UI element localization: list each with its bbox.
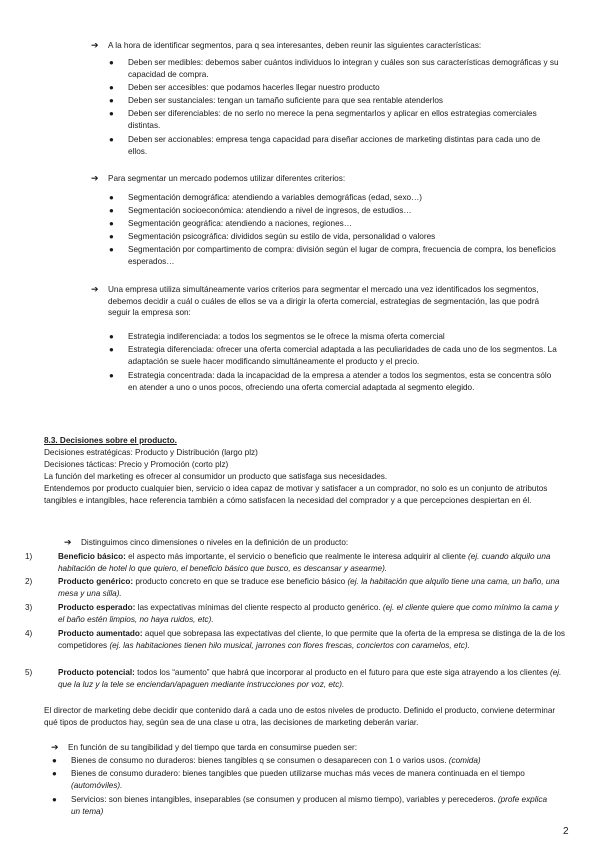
bullet-icon: ●: [109, 345, 114, 354]
tactical-decisions-line: Decisiones tácticas: Precio y Promoción (corto plz): [44, 460, 229, 469]
list-item: 4) Producto aumentado: aquel que sobrepasa las expectativas del cliente, lo que permite que la oferta de la empresa se distinga de la de los competidores (ej. las habitaciones tienen hilo musical, jarrones con flores frescas, conciertos con caramelos, etc).: [25, 629, 565, 650]
list-item: ● Estrategia indiferenciada: a todos los segmentos se le ofrece la misma oferta comercial: [109, 332, 445, 341]
list-item: 5) Producto potencial: todos los “aumento” que habrá que incorporar al producto en el futuro para que este siga atrayendo a los clientes (ej. que la luz y la tele se enciendan/apaguen mediante instrucciones por voz, etc).: [25, 668, 562, 689]
list-item: ● Deben ser sustanciales: tengan un tamaño suficiente para que sea rentable atenderlos: [109, 96, 443, 105]
list-item: 1) Beneficio básico: el aspecto más importante, el servicio o beneficio que realmente le interesa adquirir al cliente (ej. cuando alquilo una habitación de hotel lo que quiero, el beneficio básico que busco, es descansar y asearme).: [25, 552, 551, 573]
marketing-director-paragraph: El director de marketing debe decidir que contenido dará a cada uno de estos niveles de producto. Definido el producto, conviene determinar qué tipos de productos hay, según sea de una clase u otra, las decisiones de marketing deberán variar.: [44, 706, 556, 727]
tangibility-intro: ➔ En función de su tangibilidad y del tiempo que tarda en consumirse pueden ser:: [51, 742, 358, 752]
list-item: ● Deben ser accesibles: que podamos hacerles llegar nuestro producto: [109, 83, 380, 92]
bullet-icon: ●: [52, 756, 57, 765]
arrow-bullet-icon: ➔: [51, 742, 59, 752]
bullet-icon: ●: [109, 371, 114, 380]
bullet-icon: ●: [109, 232, 114, 241]
segmentation-criteria-intro: ➔ Para segmentar un mercado podemos utilizar diferentes criterios:: [91, 173, 346, 183]
bullet-icon: ●: [109, 332, 114, 341]
list-item: ● Segmentación por compartimento de compra: división según el lugar de compra, frecuencia de compra, los beneficios esperados…: [109, 245, 556, 266]
product-definition-paragraph: Entendemos por producto cualquier bien, servicio o idea capaz de motivar y satisfacer a un comprador, no solo es un conjunto de atributos tangibles e intangibles, hace referencia también a cómo satisfacen la necesidad del comprador y a que percepciones despiertan en él.: [44, 484, 548, 505]
list-item: ● Segmentación socioeconómica: atendiendo a nivel de ingresos, de estudios…: [109, 206, 412, 215]
strategic-decisions-line: Decisiones estratégicas: Producto y Distribución (largo plz): [44, 448, 258, 457]
list-item: ● Deben ser accionables: empresa tenga capacidad para diseñar acciones de marketing distintas para cada uno de ellos.: [109, 135, 541, 156]
segmentation-strategies-intro: ➔ Una empresa utiliza simultáneamente varios criterios para segmentar el mercado una vez identificados los segmentos, debemos decidir a cuál o cuáles de ellos se va a dirigir la oferta comercial, estrategias de segmentación, las que podrá seguir la empresa son:: [91, 284, 539, 318]
list-item: ● Deben ser diferenciables: de no serlo no merece la pena segmentarlos y aplicar en ellos estrategias comerciales distintas.: [109, 109, 537, 130]
arrow-bullet-icon: ➔: [91, 173, 99, 183]
product-levels-intro: ➔ Distinguimos cinco dimensiones o niveles en la definición de un producto:: [64, 537, 349, 547]
list-item: ● Segmentación psicográfica: divididos según su estilo de vida, personalidad o valores: [109, 232, 436, 241]
page-number: 2: [563, 826, 569, 837]
bullet-icon: ●: [52, 795, 57, 804]
list-item: ● Bienes de consumo duradero: bienes tangibles que pueden utilizarse muchas más veces de manera continuada en el tiempo (automóviles).: [52, 769, 525, 790]
list-item: ● Servicios: son bienes intangibles, inseparables (se consumen y producen al mismo tiempo), variables y perecederos. (profe explica un tema): [52, 795, 548, 816]
bullet-icon: ●: [109, 135, 114, 144]
list-item: ● Estrategia concentrada: dada la incapacidad de la empresa a atender a todos los segmentos, esta se concentra sólo en atender a uno o unos pocos, ofreciendo una oferta comercial adaptada al segmento elegido.: [109, 371, 552, 392]
list-item: ● Segmentación geográfica: atendiendo a naciones, regiones…: [109, 219, 352, 228]
bullet-icon: ●: [109, 58, 114, 67]
arrow-bullet-icon: ➔: [64, 537, 72, 547]
bullet-icon: ●: [52, 769, 57, 778]
marketing-function-line: La función del marketing es ofrecer al consumidor un producto que satisfaga sus necesidades.: [44, 472, 388, 481]
arrow-bullet-icon: ➔: [91, 40, 99, 50]
bullet-icon: ●: [109, 109, 114, 118]
list-item: 3) Producto esperado: las expectativas mínimas del cliente respecto al producto genérico. (ej. el cliente quiere que como mínimo la cama y el baño estén limpios, no haya ruidos, etc).: [25, 603, 559, 624]
bullet-icon: ●: [109, 193, 114, 202]
list-item: ● Bienes de consumo no duraderos: bienes tangibles q se consumen o desaparecen con 1 o varios usos. (comida): [52, 756, 481, 765]
list-item: 2) Producto genérico: producto concreto en que se traduce ese beneficio básico (ej. la habitación que alquilo tiene una cama, un baño, una mesa y una silla).: [25, 577, 560, 598]
section-heading: 8.3. Decisiones sobre el producto.: [44, 436, 177, 445]
bullet-icon: ●: [109, 83, 114, 92]
segment-requirements-intro: ➔ A la hora de identificar segmentos, para q sea interesantes, deben reunir las siguientes características:: [91, 40, 482, 50]
list-item: ● Segmentación demográfica: atendiendo a variables demográficas (edad, sexo…): [109, 193, 423, 202]
arrow-bullet-icon: ➔: [91, 284, 99, 294]
bullet-icon: ●: [109, 206, 114, 215]
bullet-icon: ●: [109, 219, 114, 228]
bullet-icon: ●: [109, 245, 114, 254]
bullet-icon: ●: [109, 96, 114, 105]
list-item: ● Deben ser medibles: debemos saber cuántos individuos lo integran y cuáles son sus características demográficas y su capacidad de compra.: [109, 58, 559, 79]
list-item: ● Estrategia diferenciada: ofrecer una oferta comercial adaptada a las peculiaridades de cada uno de los segmentos. La adaptación se suele hacer modificando simultáneamente el producto y el precio.: [109, 345, 557, 366]
